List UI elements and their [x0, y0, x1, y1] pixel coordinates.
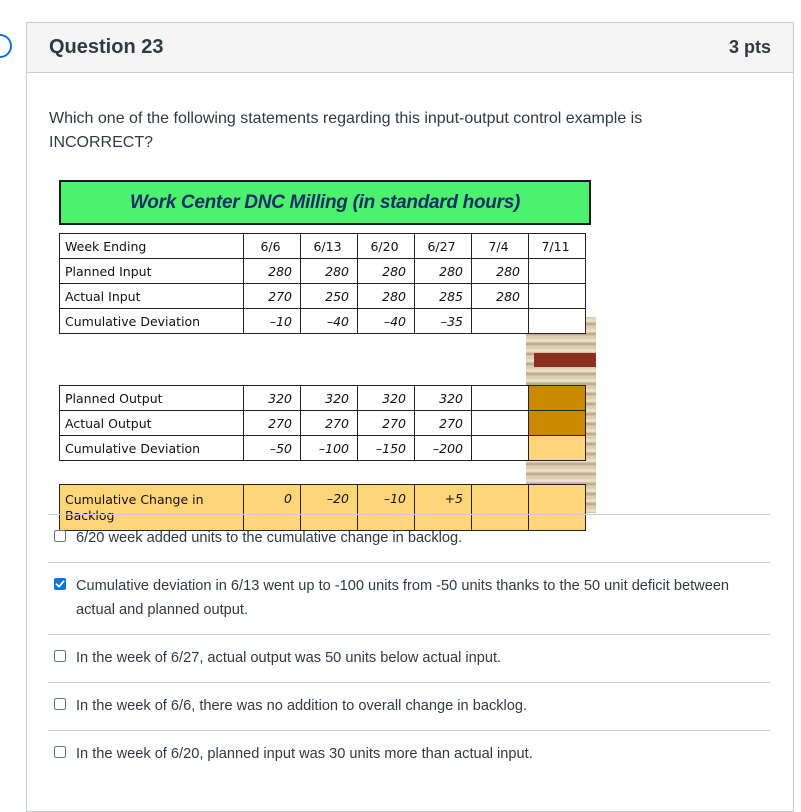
input-output-table-image	[54, 177, 596, 523]
header-cell: 6/13	[301, 234, 358, 259]
table-cell: 270	[415, 411, 472, 436]
table-banner	[59, 180, 591, 225]
header-cell: 7/4	[472, 234, 529, 259]
table-cell: 270	[301, 411, 358, 436]
table-cell: 285	[415, 284, 472, 309]
row-label: Actual Output	[60, 411, 244, 436]
table-cell: 280	[358, 284, 415, 309]
checkmark-icon	[55, 579, 65, 589]
table-cell: 320	[301, 386, 358, 411]
table-cell: 250	[301, 284, 358, 309]
table-row	[60, 284, 586, 309]
answer-checkbox-5[interactable]	[54, 746, 66, 758]
table-cell	[472, 436, 529, 461]
answer-option-1[interactable]	[48, 514, 770, 562]
table-cell: –50	[244, 436, 301, 461]
table-cell: 270	[358, 411, 415, 436]
table-cell: 320	[358, 386, 415, 411]
question-points: 3 pts	[728, 37, 771, 57]
table-cell	[472, 386, 529, 411]
table-cell: –200	[415, 436, 472, 461]
answer-option-3[interactable]	[48, 634, 770, 682]
answer-text: In the week of 6/27, actual output was 50 units below actual input.	[76, 650, 502, 666]
table-cell: 280	[472, 259, 529, 284]
table-cell: –150	[358, 436, 415, 461]
header-cell: 6/6	[244, 234, 301, 259]
table-cell: 0	[244, 485, 301, 531]
answer-text: Cumulative deviation in 6/13 went up to -100 units from -50 units thanks to the 50 unit deficit between actual and planned output.	[76, 578, 730, 618]
row-label: Planned Input	[60, 259, 244, 284]
table-cell	[529, 259, 586, 284]
table-cell: 270	[244, 284, 301, 309]
table-cell	[472, 309, 529, 334]
table-row	[60, 309, 586, 334]
table-cell: 280	[415, 259, 472, 284]
table-cell: –100	[301, 436, 358, 461]
row-label: Cumulative Change in Backlog	[60, 485, 244, 531]
table-cell: +5	[415, 485, 472, 531]
table-cell	[529, 411, 586, 436]
table-row	[60, 436, 586, 461]
question-nav-marker	[0, 34, 12, 58]
table-cell: 280	[358, 259, 415, 284]
answer-text: In the week of 6/6, there was no addition to overall change in backlog.	[76, 698, 528, 714]
header-cell: 6/20	[358, 234, 415, 259]
table-cell: –10	[244, 309, 301, 334]
input-block	[59, 233, 586, 334]
table-banner-title: Work Center DNC Milling (in standard hours)	[130, 191, 520, 213]
answer-text: 6/20 week added units to the cumulative change in backlog.	[76, 530, 463, 546]
answer-text: In the week of 6/20, planned input was 30 units more than actual input.	[76, 746, 533, 762]
table-cell	[529, 386, 586, 411]
answer-option-4[interactable]	[48, 682, 770, 730]
header-cell: 6/27	[415, 234, 472, 259]
book-spine-decoration	[534, 353, 596, 367]
table-cell: 280	[472, 284, 529, 309]
answer-checkbox-2[interactable]	[54, 578, 66, 590]
answer-checkbox-3[interactable]	[54, 650, 66, 662]
row-label: Planned Output	[60, 386, 244, 411]
table-cell	[529, 284, 586, 309]
table-row	[60, 234, 586, 259]
answer-checkbox-1[interactable]	[54, 530, 66, 542]
question-prompt: Which one of the following statements regarding this input-output control example is INCORRECT?	[49, 110, 643, 151]
question-header	[27, 23, 793, 73]
table-cell: –10	[358, 485, 415, 531]
table-cell: –20	[301, 485, 358, 531]
row-label: Cumulative Deviation	[60, 436, 244, 461]
table-cell	[529, 436, 586, 461]
row-label: Cumulative Deviation	[60, 309, 244, 334]
header-cell: Week Ending	[60, 234, 244, 259]
table-row	[60, 259, 586, 284]
answer-option-5[interactable]	[48, 730, 770, 778]
table-cell: 320	[244, 386, 301, 411]
table-cell	[472, 411, 529, 436]
table-cell: 280	[244, 259, 301, 284]
table-cell: 320	[415, 386, 472, 411]
table-cell: –40	[358, 309, 415, 334]
table-cell	[529, 309, 586, 334]
header-cell: 7/11	[529, 234, 586, 259]
table-row	[60, 411, 586, 436]
answer-list	[48, 514, 770, 778]
table-cell: –40	[301, 309, 358, 334]
output-block	[59, 385, 586, 461]
answer-checkbox-4[interactable]	[54, 698, 66, 710]
answer-option-2[interactable]	[48, 562, 770, 634]
question-title: Question 23	[49, 36, 164, 58]
row-label: Actual Input	[60, 284, 244, 309]
table-row	[60, 386, 586, 411]
table-cell: 270	[244, 411, 301, 436]
table-cell: –35	[415, 309, 472, 334]
table-cell: 280	[301, 259, 358, 284]
